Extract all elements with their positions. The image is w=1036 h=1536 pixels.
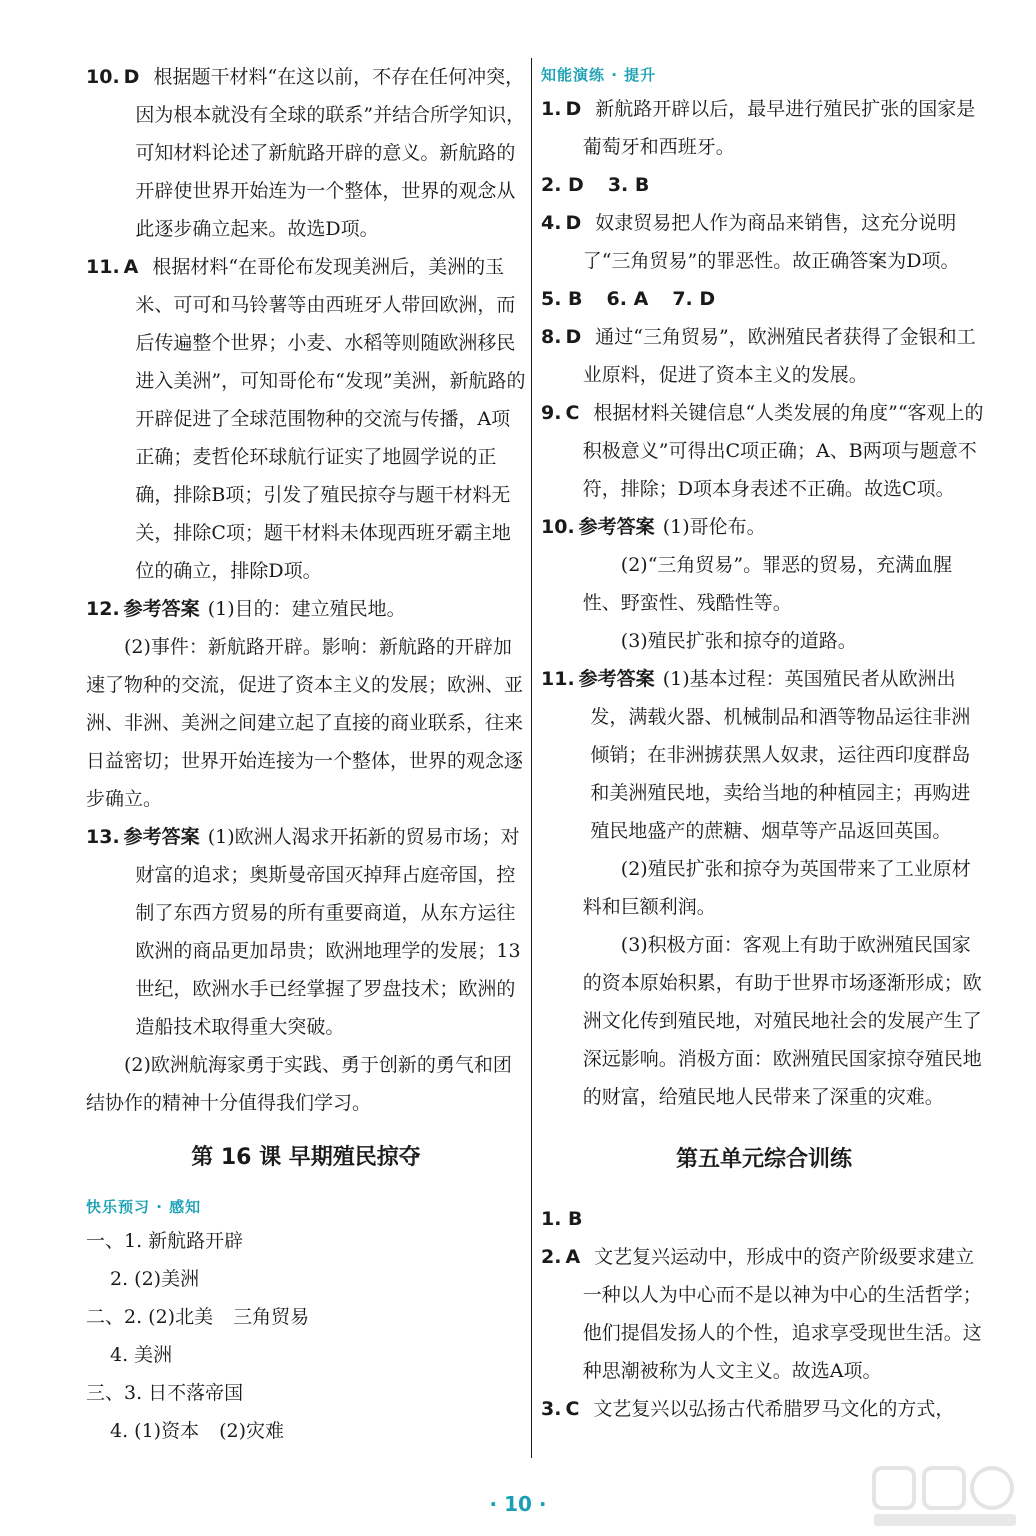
- unit-title: 第五单元综合训练: [675, 1147, 852, 1172]
- answer-item-12-part2: (2)事件：新航路开辟。影响：新航路的开辟加速了物种的交流，促进了资本主义的发展；欧洲、亚洲、非洲、美洲之间建立起了直接的商业联系，往来日益密切；世界开始连接为一个整体，世界的观念逐步确立。: [86, 636, 524, 810]
- lesson-title: 第 16 课 早期殖民掠夺: [191, 1145, 421, 1170]
- preview-line-5: 三、3. 日不落帝国: [86, 1382, 244, 1404]
- preview-line-3: 二、2. (2)北美 三角贸易: [86, 1306, 310, 1328]
- unit-answer-2: 2. A 文艺复兴运动中，形成中的资产阶级要求建立一种以人为中心而不是以神为中心的生活哲学；他们提倡发扬人的个性，追求享受现世生活。这种思潮被称为人文主义。故选A项。: [541, 1246, 982, 1382]
- unit-answer-3: 3. C 文艺复兴以弘扬古代希腊罗马文化的方式，: [541, 1398, 955, 1420]
- answer-r9: 9. C 根据材料关键信息“人类发展的角度”“客观上的积极意义”可得出C项正确；A、B两项与题意不符，排除；D项本身表述不正确。故选C项。: [541, 402, 984, 500]
- answer-r4: 4. D 奴隶贸易把人作为商品来销售，这充分说明了“三角贸易”的罪恶性。故正确答案为D项。: [541, 212, 960, 272]
- page-number: · 10 ·: [489, 1492, 547, 1516]
- answer-r11-part3: (3)积极方面：客观上有助于欧洲殖民国家的资本原始积累，有助于世界市场逐渐形成；欧洲文化传到殖民地，对殖民地社会的发展产生了深远影响。消极方面：欧洲殖民国家掠夺殖民地的财富，给殖民地人民带来了深重的灾难。: [582, 934, 982, 1108]
- answer-r10: 10. 参考答案 (1)哥伦布。: [541, 516, 766, 538]
- column-divider: [531, 58, 532, 1458]
- answer-r1: 1. D 新航路开辟以后，最早进行殖民扩张的国家是葡萄牙和西班牙。: [541, 98, 976, 158]
- section-title-practice: 知能演练 · 提升: [541, 66, 657, 84]
- answer-r10-part3: (3)殖民扩张和掠夺的道路。: [620, 630, 857, 652]
- left-column: [86, 58, 526, 1450]
- unit-answer-1: 1. B: [541, 1208, 583, 1230]
- answer-item-10: 10. D 根据题干材料“在这以前，不存在任何冲突，因为根本就没有全球的联系”并结合所学知识，可知材料论述了新航路开辟的意义。新航路的开辟使世界开始连为一个整体，世界的观念从此逐步确立起来。故选D项。: [86, 66, 526, 240]
- right-column: [541, 58, 987, 1428]
- preview-line-1: 一、1. 新航路开辟: [86, 1230, 244, 1252]
- answer-r11: 11. 参考答案 (1)基本过程：英国殖民者从欧洲出发，满载火器、机械制品和酒等物品运往非洲倾销；在非洲掳获黑人奴隶，运往西印度群岛和美洲殖民地，卖给当地的种植园主；再购进殖民地盛产的蔗糖、烟草等产品返回英国。: [541, 668, 971, 842]
- preview-line-4: 4. 美洲: [110, 1344, 173, 1366]
- preview-line-2: 2. (2)美洲: [110, 1268, 200, 1290]
- watermark-logo-icon: [870, 1462, 1020, 1530]
- answer-r2-3: 2. D 3. B: [541, 174, 650, 196]
- answer-item-13-part2: (2)欧洲航海家勇于实践、勇于创新的勇气和团结协作的精神十分值得我们学习。: [86, 1054, 512, 1114]
- answer-r11-part2: (2)殖民扩张和掠夺为英国带来了工业原材料和巨额利润。: [582, 858, 971, 918]
- answer-r10-part2: (2)“三角贸易”。罪恶的贸易，充满血腥性、野蛮性、残酷性等。: [582, 554, 953, 614]
- section-title-preview: 快乐预习 · 感知: [86, 1198, 202, 1216]
- answer-item-12: 12. 参考答案 (1)目的：建立殖民地。: [86, 598, 406, 620]
- answer-item-11: 11. A 根据材料“在哥伦布发现美洲后，美洲的玉米、可可和马铃薯等由西班牙人带回欧洲，而后传遍整个世界；小麦、水稻等则随欧洲移民进入美洲”，可知哥伦布“发现”美洲，新航路的开辟促进了全球范围物种的交流与传播，A项正确；麦哲伦环球航行证实了地圆学说的正确，排除B项；引发了殖民掠夺与题干材料无关，排除C项；题干材料未体现西班牙霸主地位的确立，排除D项。: [86, 256, 526, 582]
- preview-line-6: 4. (1)资本 (2)灾难: [110, 1420, 285, 1442]
- answer-r5-7: 5. B 6. A 7. D: [541, 288, 716, 310]
- answer-r8: 8. D 通过“三角贸易”，欧洲殖民者获得了金银和工业原料，促进了资本主义的发展。: [541, 326, 976, 386]
- answer-item-13: 13. 参考答案 (1)欧洲人渴求开拓新的贸易市场；对财富的追求；奥斯曼帝国灭掉拜占庭帝国，控制了东西方贸易的所有重要商道，从东方运往欧洲的商品更加昂贵；欧洲地理学的发展；13世纪，欧洲水手已经掌握了罗盘技术；欧洲的造船技术取得重大突破。: [86, 826, 521, 1038]
